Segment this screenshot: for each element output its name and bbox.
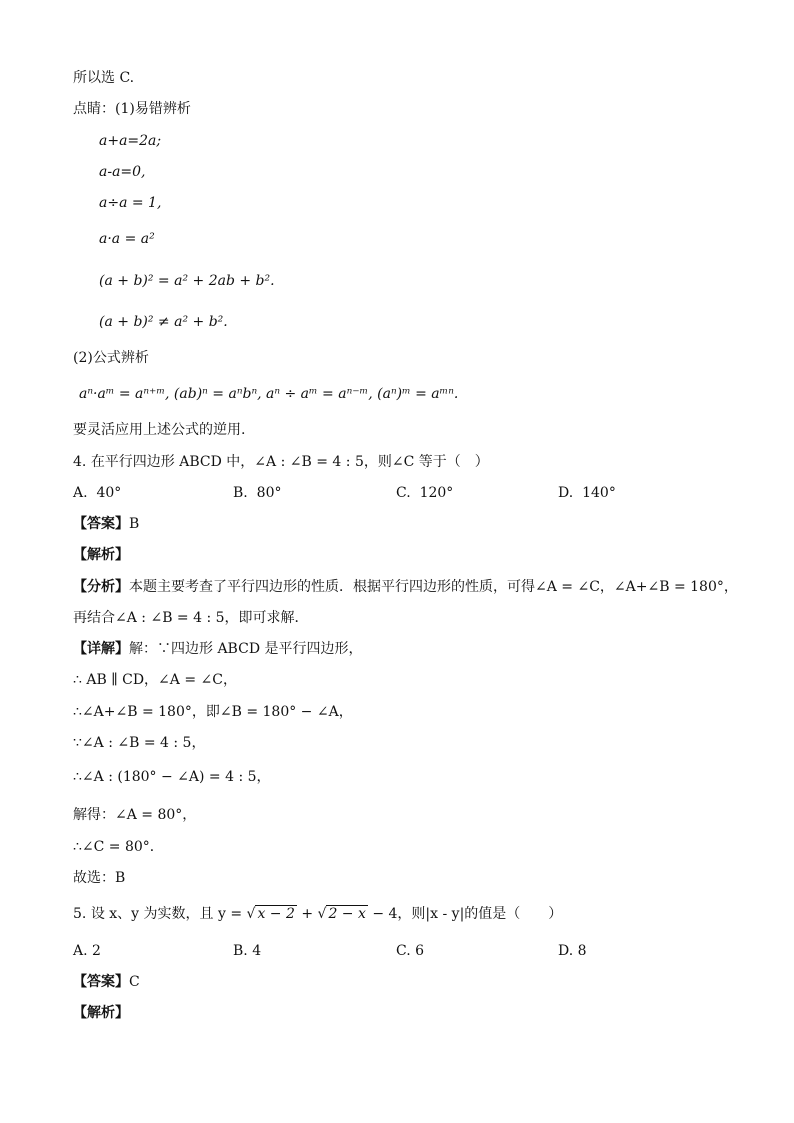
q4-option-b [233, 483, 281, 503]
option-key: D. [558, 485, 574, 501]
q5-option-d [558, 941, 587, 961]
formula-line: aⁿ·aᵐ = aⁿ⁺ᵐ, (ab)ⁿ = aⁿbⁿ, aⁿ ÷ aᵐ = aⁿ⁻ᵐ, (aⁿ)ᵐ = aᵐⁿ. [79, 386, 459, 402]
q5-option-c [396, 941, 424, 961]
q4-step-8: 故选：B [73, 870, 126, 886]
option-text: 2 [92, 943, 101, 959]
q4-answer [73, 514, 139, 534]
error-item-4: a·a = a² [99, 231, 155, 247]
detail-label: 【详解】 [73, 641, 129, 657]
q4-step-3: ∴∠A+∠B = 180°，即∠B = 180° − ∠A， [73, 704, 353, 720]
q4-step-2: ∴ AB ∥ CD，∠A = ∠C， [73, 672, 237, 688]
q4-fenxi-line-2: 再结合∠A : ∠B = 4 : 5，即可求解． [73, 610, 309, 626]
option-text: 80° [256, 485, 282, 501]
q5-option-b [233, 941, 261, 961]
q4-stem-text: 在平行四边形 ABCD 中，∠A : ∠B = 4 : 5，则∠C 等于（ ） [90, 454, 489, 470]
sqrt-sign: √ [317, 906, 327, 922]
q4-option-c [396, 483, 453, 503]
q4-stem [73, 452, 489, 472]
fenxi-label: 【分析】 [73, 579, 129, 595]
detail-text: 解：∵四边形 ABCD 是平行四边形， [129, 641, 363, 657]
q5-mid: + [296, 906, 318, 922]
option-key: B. [233, 485, 248, 501]
error-item-1: a+a=2a; [99, 133, 162, 149]
option-key: C. [396, 943, 411, 959]
q4-number: 4. [73, 454, 87, 470]
q5-stem [73, 904, 562, 924]
q4-step-5: ∴∠A : (180° − ∠A) = 4 : 5， [73, 769, 271, 785]
q4-step-4: ∵∠A : ∠B = 4 : 5， [73, 735, 206, 751]
formula-title: (2)公式辨析 [73, 350, 149, 366]
option-text: 4 [252, 943, 262, 959]
q4-step-6: 解得：∠A = 80°， [73, 807, 197, 823]
q4-analysis-label: 【解析】 [73, 547, 129, 563]
q5-number: 5. [73, 906, 87, 922]
error-item-2: a-a=0, [99, 164, 146, 180]
error-item-6: (a + b)² ≠ a² + b². [99, 314, 228, 330]
q5-stem-b: − 4，则|x - y|的值是（ ） [367, 906, 563, 922]
option-key: A. [73, 485, 88, 501]
option-text: 6 [415, 943, 425, 959]
q5-stem-a: 设 x、y 为实数，且 y = [90, 906, 247, 922]
q4-option-d [558, 483, 616, 503]
q5-analysis-label: 【解析】 [73, 1005, 129, 1021]
q4-detail-line-1 [73, 639, 363, 659]
error-item-3: a÷a = 1, [99, 195, 162, 211]
option-key: C. [396, 485, 411, 501]
answer-label: 【答案】 [73, 516, 129, 532]
fenxi-text: 本题主要考查了平行四边形的性质．根据平行四边形的性质，可得∠A = ∠C，∠A+∠B = 180°， [129, 579, 738, 595]
q5-option-a [73, 941, 101, 961]
q5-sqrt-1: x − 2 [257, 906, 295, 922]
answer-value: C [129, 974, 140, 990]
error-item-5: (a + b)² = a² + 2ab + b². [99, 273, 275, 289]
formula-note: 要灵活应用上述公式的逆用. [73, 422, 246, 438]
option-key: A. [73, 943, 88, 959]
option-text: 140° [582, 485, 616, 501]
conclusion-text: 所以选 C. [73, 70, 135, 86]
q4-fenxi-line-1 [73, 577, 738, 597]
q4-option-a [73, 483, 121, 503]
answer-label: 【答案】 [73, 974, 129, 990]
q4-step-7: ∴∠C = 80°． [73, 839, 164, 855]
q5-answer [73, 972, 140, 992]
option-text: 120° [419, 485, 454, 501]
option-key: B. [233, 943, 248, 959]
option-key: D. [558, 943, 574, 959]
option-text: 8 [577, 943, 587, 959]
answer-value: B [129, 516, 140, 532]
option-text: 40° [96, 485, 122, 501]
q5-sqrt-2: 2 − x [328, 906, 366, 922]
comment-title: 点睛：(1)易错辨析 [73, 101, 191, 117]
sqrt-sign: √ [246, 906, 256, 922]
